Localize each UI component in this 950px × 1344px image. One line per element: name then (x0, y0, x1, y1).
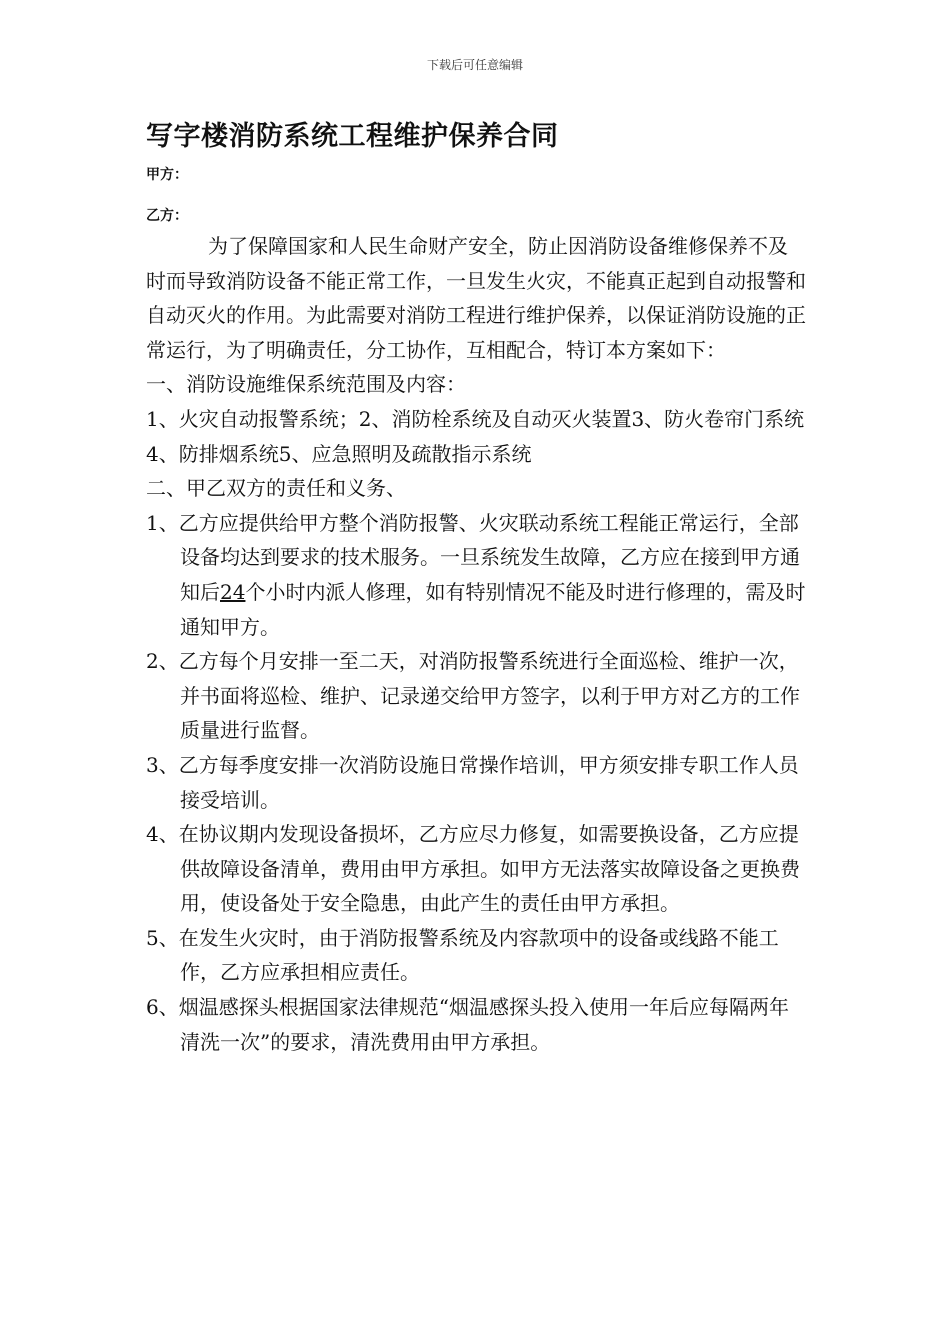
intro-paragraph: 为了保障国家和人民生命财产安全，防止因消防设备维修保养不及时而导致消防设备不能正常工作，一旦发生火灾，不能真正起到自动报警和自动灭火的作用。为此需要对消防工程进行维护保养，以保证消防设施的正常运行，为了明确责任，分工协作，互相配合，特订本方案如下： (146, 234, 806, 362)
obligation-item-3: 3、乙方每季度安排一次消防设施日常操作培训，甲方须安排专职工作人员接受培训。 (146, 752, 799, 812)
section-1-scope: 1、火灾自动报警系统；2、消防栓系统及自动灭火装置3、防火卷帘门系统4、防排烟系统5、应急照明及疏散指示系统 (146, 406, 805, 466)
obligation-item-1-text-b: 个小时内派人修理，如有特别情况不能及时进行修理的，需及时通知甲方。 (180, 579, 806, 639)
obligation-item-2: 2、乙方每个月安排一至二天，对消防报警系统进行全面巡检、维护一次，并书面将巡检、维护、记录递交给甲方签字，以利于甲方对乙方的工作质量进行监督。 (146, 649, 800, 743)
obligation-item-4: 4、在协议期内发现设备损坏，乙方应尽力修复，如需要换设备，乙方应提供故障设备清单，费用由甲方承担。如甲方无法落实故障设备之更换费用，使设备处于安全隐患，由此产生的责任由甲方承担。 (146, 822, 800, 916)
obligation-item-6: 6、烟温感探头根据国家法律规范“烟温感探头投入使用一年后应每隔两年清洗一次”的要求，清洗费用由甲方承担。 (146, 995, 789, 1054)
header-note: 下载后可任意编辑 (426, 58, 523, 72)
obligation-item-5: 5、在发生火灾时，由于消防报警系统及内容款项中的设备或线路不能工作，乙方应承担相应责任。 (146, 925, 779, 985)
party-a-label: 甲方： (146, 167, 188, 183)
obligation-item-1 (146, 506, 806, 644)
response-hours: 24 (220, 579, 246, 604)
document-title: 写字楼消防系统工程维护保养合同 (146, 121, 559, 152)
party-b-label: 乙方： (146, 208, 188, 224)
section-2-heading: 二、甲乙双方的责任和义务、 (146, 476, 406, 501)
obligation-item-1-text-a: 1、乙方应提供给甲方整个消防报警、火灾联动系统工程能正常运行，全部设备均达到要求的技术服务。一旦系统发生故障，乙方应在接到甲方通知后 (146, 510, 800, 604)
contract-body (146, 229, 806, 1059)
section-1-heading: 一、消防设施维保系统范围及内容： (146, 372, 466, 397)
